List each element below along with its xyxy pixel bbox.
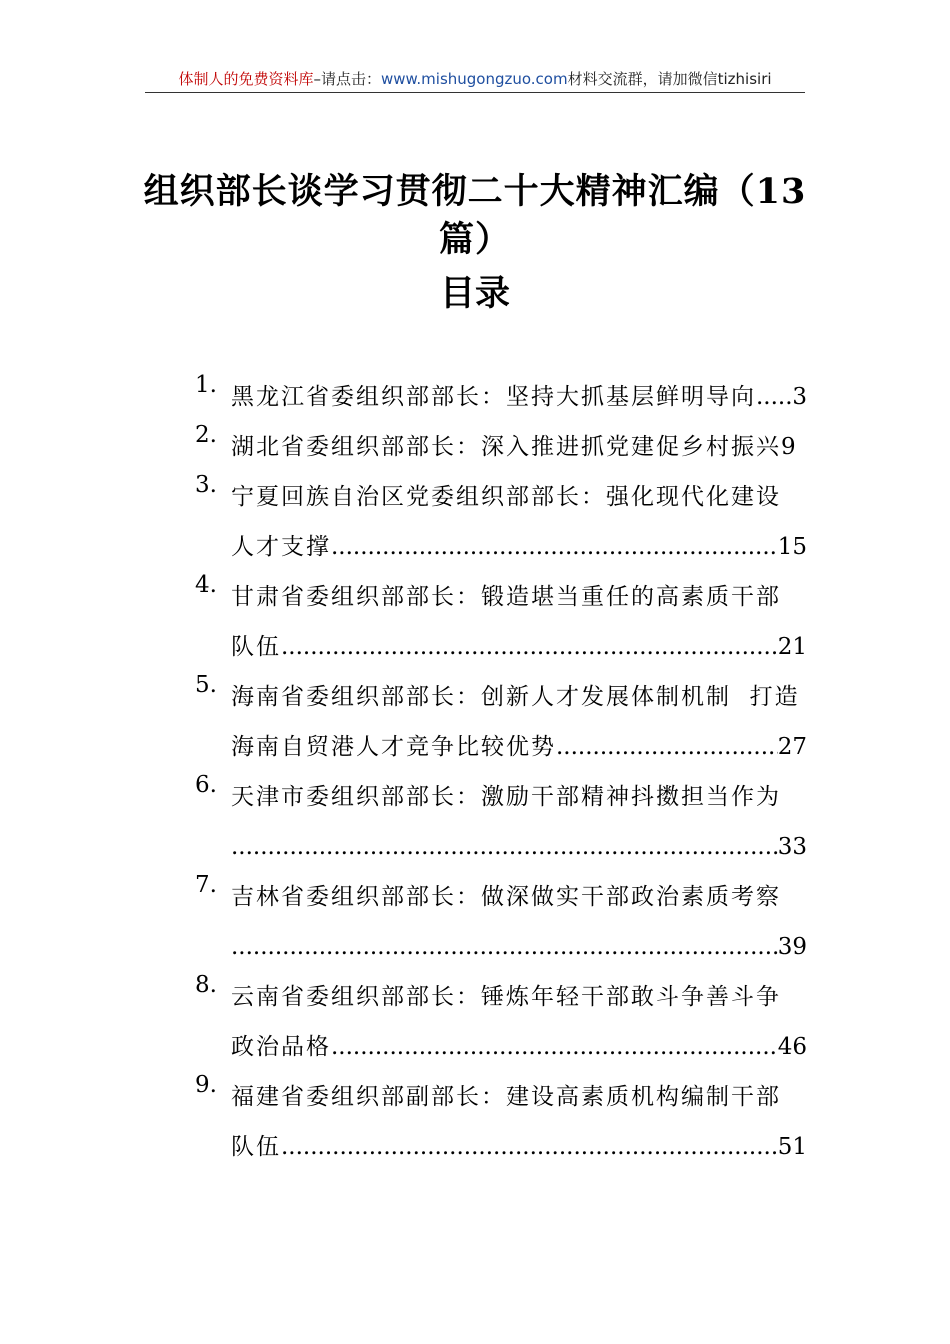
toc-entry-page: 33	[777, 834, 807, 860]
toc-entry-title: 黑龙江省委组织部部长：坚持大抓基层鲜明导向	[231, 384, 756, 410]
toc-entry-title: 湖北省委组织部部长：深入推进抓党建促乡村振兴	[231, 434, 781, 460]
toc-leader-dots	[756, 372, 792, 422]
toc-entry[interactable]	[195, 672, 807, 772]
toc-entry-number: 3.	[195, 472, 217, 498]
toc-entry-title: 海南省委组织部部长：创新人才发展体制机制 打造	[231, 684, 800, 710]
title-line-2: 篇）	[438, 219, 511, 260]
toc-leader-dots	[331, 1022, 778, 1072]
toc-entry[interactable]	[195, 422, 807, 472]
toc-entry-title-cont: 队伍	[231, 1134, 281, 1160]
header-site-name: 体制人的免费资料库	[178, 70, 314, 88]
toc-entry[interactable]	[195, 572, 807, 672]
toc-entry-page: 46	[777, 1034, 807, 1060]
page-header	[145, 68, 805, 93]
header-click-prompt: –请点击：	[313, 70, 381, 88]
toc-entry-number: 2.	[195, 422, 217, 448]
toc-entry[interactable]	[195, 972, 807, 1072]
toc-entry-page: 3	[792, 384, 807, 410]
toc-entry[interactable]	[195, 772, 807, 872]
toc-entry-title-cont: 人才支撑	[231, 534, 331, 560]
toc-leader-dots	[331, 522, 778, 572]
document-title	[140, 168, 810, 264]
header-url-link[interactable]: www.mishugongzuo.com	[380, 70, 568, 88]
toc-entry-title-cont: 海南自贸港人才竞争比较优势	[231, 734, 556, 760]
toc-entry-title: 吉林省委组织部部长：做深做实干部政治素质考察	[231, 884, 781, 910]
toc-entry[interactable]	[195, 872, 807, 972]
header-group-text: 材料交流群，请加微信	[567, 70, 718, 88]
header-wechat-id: tizhisiri	[717, 70, 772, 88]
toc-entry-title-cont: 政治品格	[231, 1034, 331, 1060]
toc-entry-page: 9	[781, 434, 796, 460]
toc-entry[interactable]	[195, 472, 807, 572]
toc-entry[interactable]	[195, 1072, 807, 1172]
toc-heading: 目录	[439, 273, 510, 314]
toc-leader-dots	[556, 722, 778, 772]
toc-entry-number: 6.	[195, 772, 217, 798]
toc-entry-number: 8.	[195, 972, 217, 998]
toc-entry[interactable]	[195, 372, 807, 422]
toc-entry-title: 宁夏回族自治区党委组织部部长：强化现代化建设	[231, 484, 781, 510]
toc-leader-dots	[281, 622, 778, 672]
toc-entry-page: 39	[777, 934, 807, 960]
toc-entry-number: 7.	[195, 872, 217, 898]
toc-entry-title: 天津市委组织部部长：激励干部精神抖擞担当作为	[231, 784, 781, 810]
toc-entry-title: 福建省委组织部副部长：建设高素质机构编制干部	[231, 1084, 781, 1110]
table-of-contents	[195, 372, 807, 1172]
title-line-1: 组织部长谈学习贯彻二十大精神汇编（13	[143, 171, 807, 212]
toc-entry-page: 21	[777, 634, 807, 660]
toc-leader-dots	[281, 1122, 778, 1172]
toc-entry-number: 1.	[195, 372, 217, 398]
toc-entry-title-cont: 队伍	[231, 634, 281, 660]
toc-leader-dots	[231, 922, 778, 972]
toc-entry-title: 云南省委组织部部长：锤炼年轻干部敢斗争善斗争	[231, 984, 781, 1010]
toc-entry-number: 5.	[195, 672, 217, 698]
toc-entry-page: 27	[777, 734, 807, 760]
toc-entry-page: 15	[777, 534, 807, 560]
toc-entry-number: 4.	[195, 572, 217, 598]
toc-leader-dots	[231, 822, 778, 872]
toc-entry-number: 9.	[195, 1072, 217, 1098]
toc-entry-title: 甘肃省委组织部部长：锻造堪当重任的高素质干部	[231, 584, 781, 610]
toc-entry-page: 51	[777, 1134, 807, 1160]
